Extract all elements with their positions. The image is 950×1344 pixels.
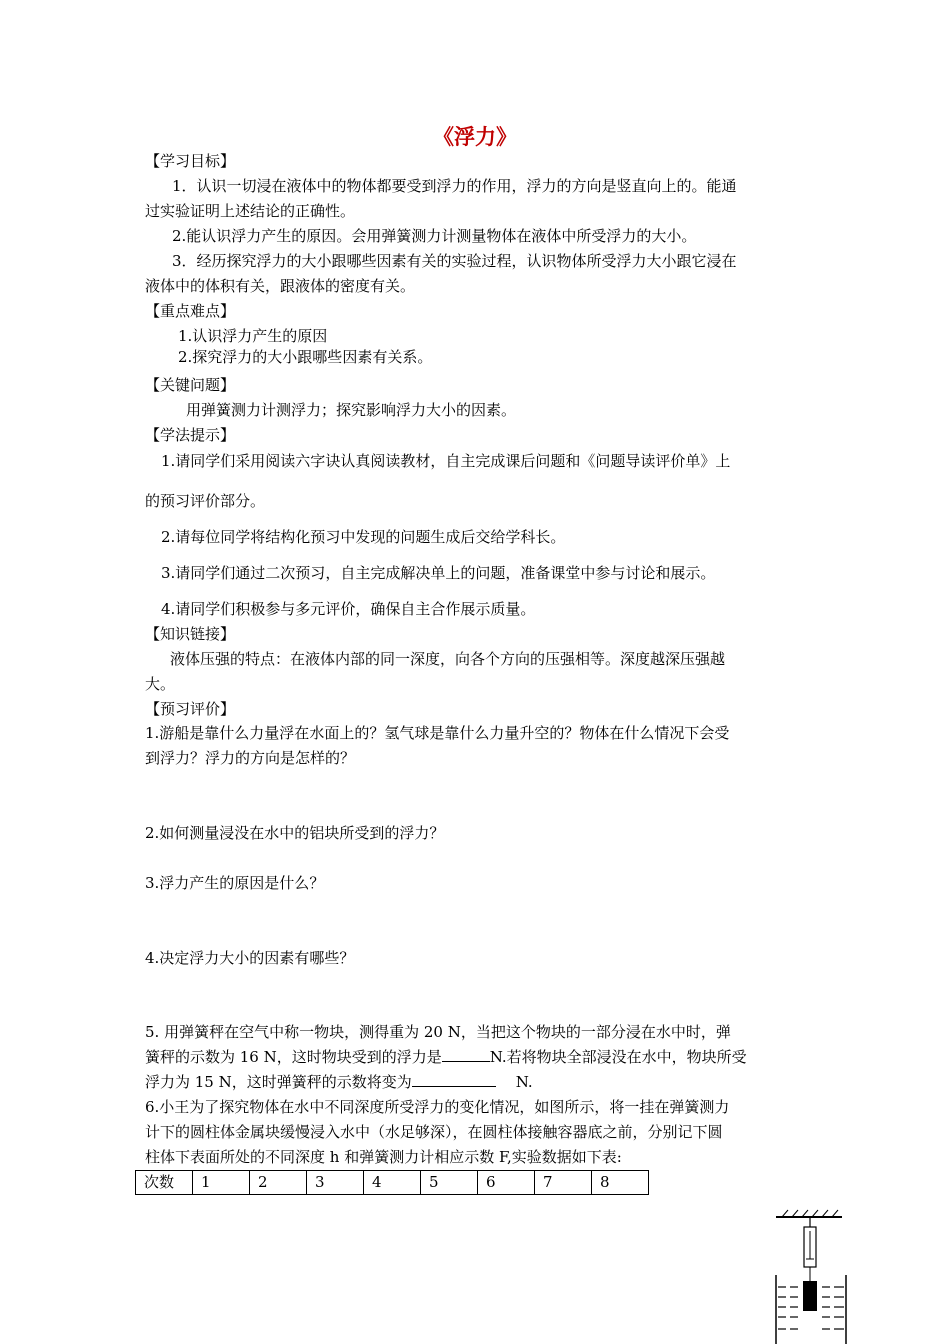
table-cell: 2 (250, 1171, 307, 1195)
question-5b (145, 1046, 747, 1068)
key-question-text: 用弹簧测力计测浮力；探究影响浮力大小的因素。 (186, 401, 517, 419)
preview-heading: 【预习评价】 (145, 700, 236, 718)
table-row (136, 1171, 649, 1195)
question-1b: 到浮力？浮力的方向是怎样的？ (145, 749, 356, 767)
knowledge-link-heading: 【知识链接】 (145, 625, 236, 643)
answer-blank-scale-reading[interactable] (412, 1071, 496, 1087)
method-tip-4: 4.请同学们积极参与多元评价，确保自主合作展示质量。 (161, 600, 536, 618)
table-cell: 7 (535, 1171, 592, 1195)
table-cell: 3 (307, 1171, 364, 1195)
experiment-data-table (135, 1170, 649, 1195)
question-5a: 5. 用弹簧秤在空气中称一物块，测得重为 20 N，当把这个物块的一部分浸在水中时，弹 (145, 1023, 731, 1041)
table-cell: 8 (592, 1171, 649, 1195)
spring-scale-in-water-figure (770, 1205, 850, 1344)
table-header-cell: 次数 (136, 1171, 193, 1195)
method-tips-heading: 【学法提示】 (145, 426, 236, 444)
table-cell: 4 (364, 1171, 421, 1195)
knowledge-link-line-1: 液体压强的特点：在液体内部的同一深度，向各个方向的压强相等。深度越深压强越 (170, 650, 726, 668)
knowledge-link-line-2: 大。 (145, 675, 176, 693)
table-cell: 1 (193, 1171, 250, 1195)
goals-heading: 【学习目标】 (145, 152, 236, 170)
page-title: 《浮力》 (433, 124, 517, 149)
goals-line-2: 过实验证明上述结论的正确性。 (145, 202, 356, 220)
question-2: 2.如何测量浸没在水中的铝块所受到的浮力？ (145, 824, 445, 842)
table-cell: 6 (478, 1171, 535, 1195)
key-point-2: 2.探究浮力的大小跟哪些因素有关系。 (178, 348, 433, 366)
table-cell: 5 (421, 1171, 478, 1195)
goals-line-3: 2.能认识浮力产生的原因。会用弹簧测力计测量物体在液体中所受浮力的大小。 (172, 227, 697, 245)
answer-blank-buoyancy[interactable] (442, 1046, 490, 1062)
key-point-1: 1.认识浮力产生的原因 (178, 327, 328, 345)
question-3: 3.浮力产生的原因是什么？ (145, 874, 325, 892)
goals-line-5: 液体中的体积有关，跟液体的密度有关。 (145, 277, 416, 295)
question-5c-text-1: 浮力为 15 N，这时弹簧秤的示数将变为 (145, 1073, 412, 1091)
question-1a: 1.游船是靠什么力量浮在水面上的？氢气球是靠什么力量升空的？物体在什么情况下会受 (145, 724, 730, 742)
key-question-heading: 【关键问题】 (145, 376, 236, 394)
question-4: 4.决定浮力大小的因素有哪些？ (145, 949, 355, 967)
question-6b: 计下的圆柱体金属块缓慢浸入水中（水足够深），在圆柱体接触容器底之前，分别记下圆 (145, 1123, 723, 1141)
method-tip-1b: 的预习评价部分。 (145, 492, 266, 510)
question-5c-text-2: N. (515, 1073, 533, 1091)
question-5c (145, 1071, 533, 1093)
question-5b-text-1: 簧秤的示数为 16 N，这时物块受到的浮力是 (145, 1048, 442, 1066)
question-5b-text-2: N.若将物块全部浸没在水中，物块所受 (489, 1048, 747, 1066)
goals-line-4: 3．经历探究浮力的大小跟哪些因素有关的实验过程，认识物体所受浮力大小跟它浸在 (172, 252, 737, 270)
question-6c: 柱体下表面所处的不同深度 h 和弹簧测力计相应示数 F,实验数据如下表: (145, 1148, 622, 1166)
method-tip-1a: 1.请同学们采用阅读六字诀认真阅读教材，自主完成课后问题和《问题导读评价单》上 (161, 452, 731, 470)
goals-line-1: 1．认识一切浸在液体中的物体都要受到浮力的作用，浮力的方向是竖直向上的。能通 (172, 177, 737, 195)
method-tip-3: 3.请同学们通过二次预习，自主完成解决单上的问题，准备课堂中参与讨论和展示。 (161, 564, 716, 582)
question-6a: 6.小王为了探究物体在水中不同深度所受浮力的变化情况，如图所示，将一挂在弹簧测力 (145, 1098, 730, 1116)
key-points-heading: 【重点难点】 (145, 302, 236, 320)
method-tip-2: 2.请每位同学将结构化预习中发现的问题生成后交给学科长。 (161, 528, 566, 546)
